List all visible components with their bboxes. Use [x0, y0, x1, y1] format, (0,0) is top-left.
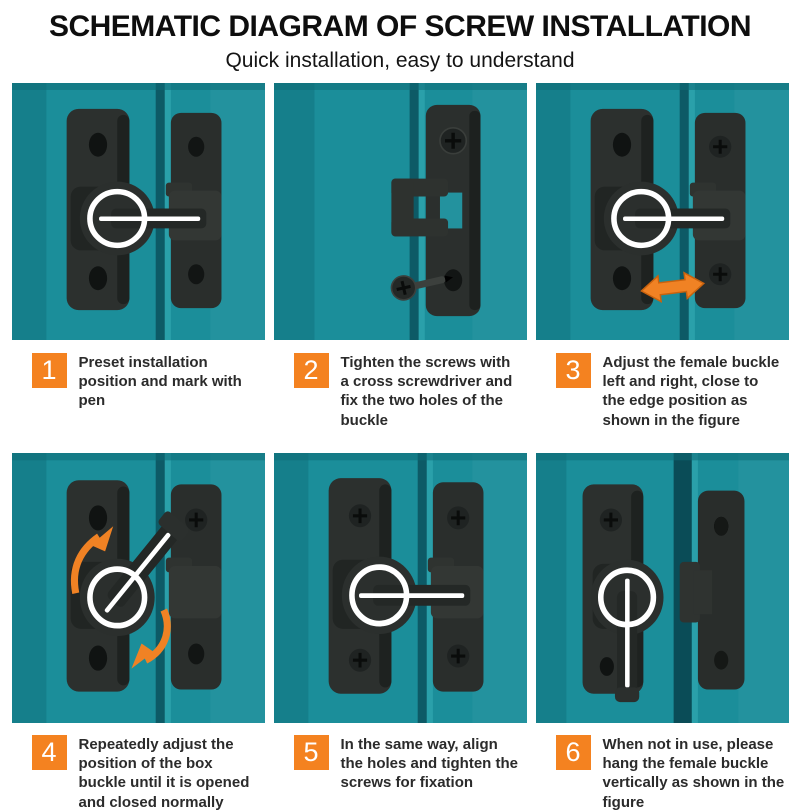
- screw-icon: [447, 506, 469, 529]
- step-3: [536, 83, 789, 453]
- page-title: SCHEMATIC DIAGRAM OF SCREW INSTALLATION: [48, 10, 752, 43]
- step3-photo: [536, 83, 789, 340]
- screw-icon: [447, 645, 469, 668]
- latch-closed-illustration: [12, 83, 265, 340]
- step-number-badge: 6: [556, 735, 591, 770]
- steps-grid: [0, 83, 800, 812]
- screw-icon: [348, 649, 370, 672]
- step5-photo: [274, 453, 527, 723]
- latch-vertical-illustration: [536, 453, 789, 723]
- latch-adjust-illustration: [536, 83, 789, 340]
- header: [0, 0, 800, 73]
- step-caption: Adjust the female buckle left and right, close to the edge position as shown in the figure: [602, 354, 780, 429]
- step-number-badge: 2: [294, 353, 329, 388]
- step-caption: Repeatedly adjust the position of the box buckle until it is opened and closed normally: [78, 736, 250, 811]
- step-number-badge: 4: [32, 735, 67, 770]
- step-number-badge: 5: [294, 735, 329, 770]
- latch-fixed-illustration: [274, 453, 527, 723]
- step6-photo: [536, 453, 789, 723]
- page-subtitle: Quick installation, easy to understand: [225, 49, 575, 72]
- step1-photo: [12, 83, 265, 340]
- step5-caption-row: [274, 723, 527, 793]
- female-buckle-plate: [165, 484, 221, 689]
- screw-icon: [348, 504, 370, 527]
- step-1: [12, 83, 265, 453]
- step-caption: When not in use, please hang the female buckle vertically as shown in the figure: [602, 736, 785, 811]
- screw-icon: [439, 128, 465, 154]
- step-5: [274, 453, 527, 812]
- buckle-screwing-illustration: [274, 83, 527, 340]
- screw-icon: [709, 263, 731, 285]
- step-number-badge: 1: [32, 353, 67, 388]
- screw-icon: [599, 508, 621, 531]
- step2-photo: [274, 83, 527, 340]
- step-caption: Tighten the screws with a cross screwdriver and fix the two holes of the buckle: [340, 354, 513, 429]
- step-2: [274, 83, 527, 453]
- step6-caption-row: [536, 723, 789, 812]
- step4-caption-row: [12, 723, 265, 812]
- step-caption: In the same way, align the holes and tighten the screws for fixation: [340, 736, 519, 792]
- step-number-badge: 3: [556, 353, 591, 388]
- door-background: [536, 453, 789, 723]
- step2-caption-row: [274, 340, 527, 453]
- step4-photo: [12, 453, 265, 723]
- step-6: [536, 453, 789, 812]
- step1-caption-row: [12, 340, 265, 453]
- latch-rotate-illustration: [12, 453, 265, 723]
- step-caption: Preset installation position and mark with pen: [78, 354, 242, 410]
- step-4: [12, 453, 265, 812]
- screw-icon: [709, 136, 731, 158]
- screw-icon: [185, 508, 207, 531]
- step3-caption-row: [536, 340, 789, 453]
